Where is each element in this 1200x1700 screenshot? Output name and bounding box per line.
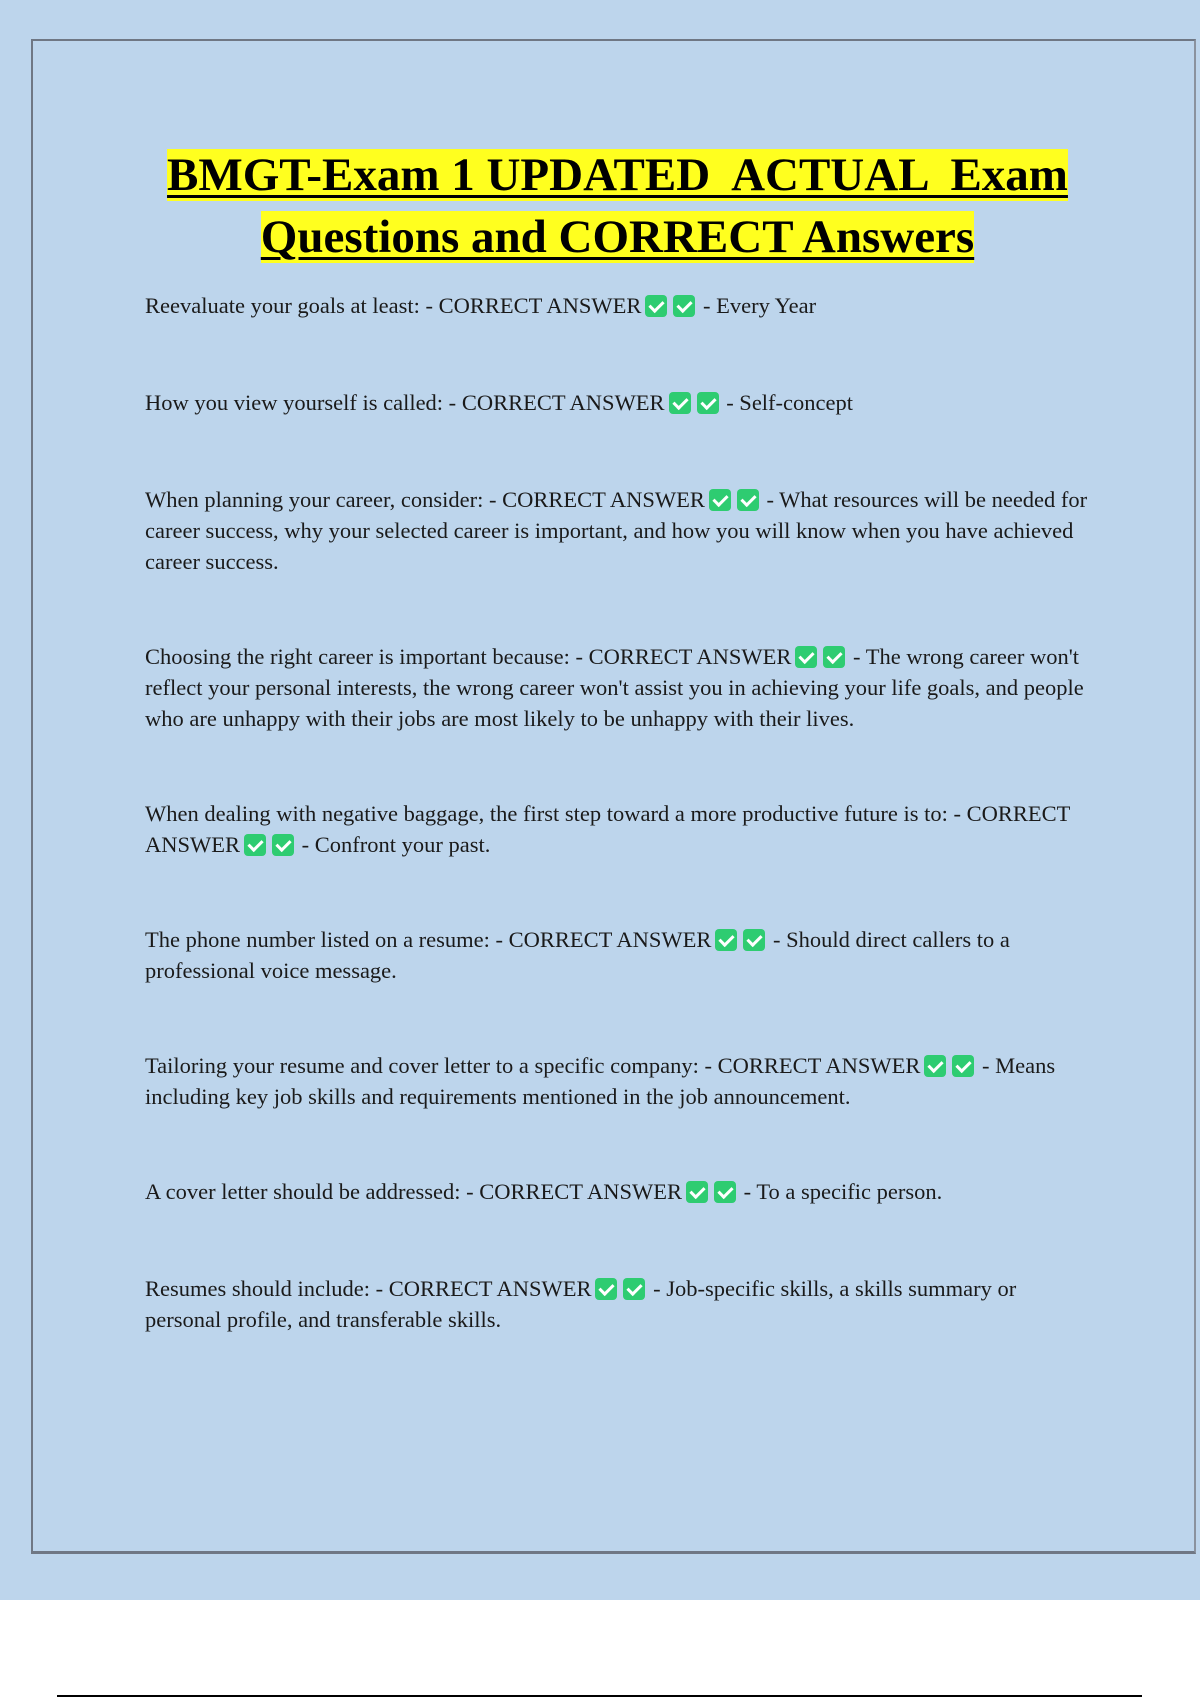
question-text: Choosing the right career is important because: - bbox=[145, 644, 589, 669]
answer-marker: CORRECT ANSWER bbox=[502, 487, 705, 512]
footer-divider bbox=[57, 1695, 1142, 1697]
green-check-mark-icon bbox=[737, 489, 759, 511]
title-line-2-text: Questions and CORRECT Answers bbox=[260, 211, 975, 263]
question-text: Resumes should include: - bbox=[145, 1276, 389, 1301]
qa-item bbox=[145, 484, 1090, 577]
green-check-mark-icon bbox=[623, 1278, 645, 1300]
answer-text: - Every Year bbox=[697, 293, 817, 318]
answer-text: - Means including key job skills and requirements mentioned in the job announcement. bbox=[145, 1053, 1056, 1109]
answer-text: - What resources will be needed for career success, why your selected career is important, and how you will know when you have achieved career success. bbox=[145, 487, 1088, 574]
qa-item bbox=[145, 1050, 1090, 1112]
answer-text: - Job-specific skills, a skills summary or personal profile, and transferable skills. bbox=[145, 1276, 1017, 1332]
question-text: Tailoring your resume and cover letter to a specific company: - bbox=[145, 1053, 718, 1078]
green-check-mark-icon bbox=[709, 489, 731, 511]
question-text: Reevaluate your goals at least: - bbox=[145, 293, 439, 318]
green-check-mark-icon bbox=[595, 1278, 617, 1300]
green-check-mark-icon bbox=[823, 646, 845, 668]
document-body bbox=[145, 144, 1090, 1335]
qa-item bbox=[145, 1273, 1090, 1335]
answer-text: - Should direct callers to a professional voice message. bbox=[145, 927, 1010, 983]
question-text: How you view yourself is called: - bbox=[145, 390, 462, 415]
green-check-mark-icon bbox=[272, 834, 294, 856]
qa-item bbox=[145, 1176, 1090, 1207]
answer-text: - Confront your past. bbox=[296, 832, 491, 857]
answer-marker: CORRECT ANSWER bbox=[588, 644, 792, 669]
answer-marker: CORRECT ANSWER bbox=[388, 1276, 592, 1301]
answer-marker: CORRECT ANSWER bbox=[717, 1053, 921, 1078]
green-check-mark-icon bbox=[686, 1181, 708, 1203]
green-check-mark-icon bbox=[645, 295, 667, 317]
answer-text: - To a specific person. bbox=[738, 1179, 943, 1204]
qa-item bbox=[145, 924, 1090, 986]
question-text: A cover letter should be addressed: - bbox=[145, 1179, 480, 1204]
qa-item bbox=[145, 290, 1090, 321]
green-check-mark-icon bbox=[715, 929, 737, 951]
green-check-mark-icon bbox=[697, 392, 719, 414]
question-text: The phone number listed on a resume: - bbox=[145, 927, 509, 952]
green-check-mark-icon bbox=[714, 1181, 736, 1203]
green-check-mark-icon bbox=[795, 646, 817, 668]
qa-item bbox=[145, 641, 1090, 734]
green-check-mark-icon bbox=[244, 834, 266, 856]
green-check-mark-icon bbox=[743, 929, 765, 951]
answer-marker: CORRECT ANSWER bbox=[461, 390, 665, 415]
qa-item bbox=[145, 798, 1090, 860]
question-text: When dealing with negative baggage, the first step toward a more productive future is to: - bbox=[145, 801, 967, 826]
answer-marker: CORRECT ANSWER bbox=[479, 1179, 683, 1204]
answer-text: - Self-concept bbox=[720, 390, 854, 415]
document-title bbox=[145, 144, 1090, 268]
question-text: When planning your career, consider: - bbox=[145, 487, 503, 512]
answer-marker: CORRECT ANSWER bbox=[438, 293, 642, 318]
answer-marker: CORRECT ANSWER bbox=[508, 927, 712, 952]
green-check-mark-icon bbox=[673, 295, 695, 317]
green-check-mark-icon bbox=[669, 392, 691, 414]
green-check-mark-icon bbox=[924, 1055, 946, 1077]
green-check-mark-icon bbox=[952, 1055, 974, 1077]
title-line-1-text: BMGT-Exam 1 UPDATED ACTUAL Exam bbox=[167, 149, 1068, 201]
title-line-2 bbox=[145, 206, 1090, 268]
answer-text: - The wrong career won't reflect your personal interests, the wrong career won't assist you in achieving your life goals, and people who are unhappy with their jobs are most likely to be unhappy with their lives. bbox=[145, 644, 1084, 731]
title-line-1 bbox=[145, 144, 1090, 206]
qa-item bbox=[145, 387, 1090, 418]
answer-marker: CORRECT ANSWER bbox=[145, 801, 1070, 857]
